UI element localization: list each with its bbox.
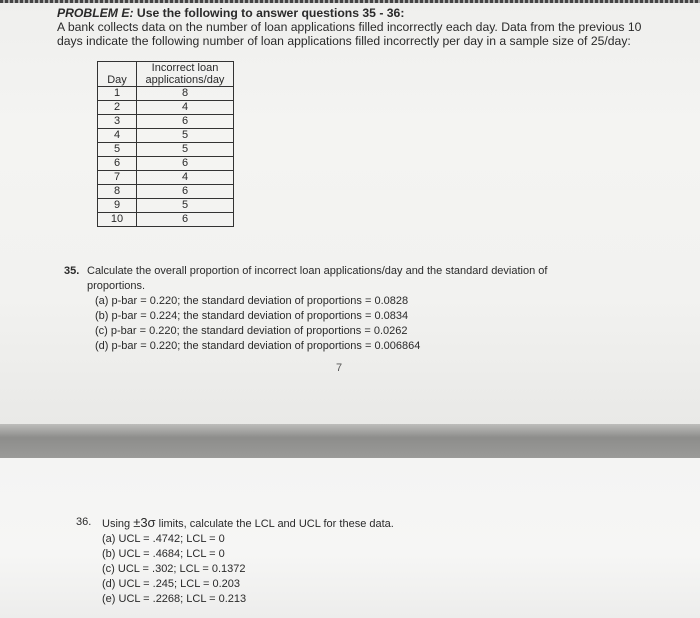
page-number: 7 (336, 362, 343, 374)
question-36-body (102, 515, 576, 607)
question-35-text-line2: proportions. (87, 280, 146, 292)
answer-option-c: (c) UCL = .302; LCL = 0.1372 (102, 563, 246, 575)
table-row (98, 129, 234, 143)
cell-value: 4 (137, 171, 234, 185)
problem-header (57, 6, 657, 48)
question-36-text-before: Using (102, 518, 134, 530)
question-36-text (102, 515, 576, 532)
problem-title (57, 6, 657, 20)
problem-line-2: days indicate the following number of loan applications filled incorrectly per day in a sample size of 25/day: (57, 34, 631, 48)
question-36-number: 36. (76, 516, 92, 528)
cell-day: 1 (98, 87, 137, 101)
cell-value: 5 (137, 143, 234, 157)
table-row (98, 143, 234, 157)
cell-day: 7 (98, 171, 137, 185)
cell-day: 9 (98, 199, 137, 213)
question-35-text-line1: Calculate the overall proportion of incorrect loan applications/day and the standard deviation of (87, 265, 548, 277)
cell-day: 10 (98, 213, 137, 227)
cell-day: 6 (98, 157, 137, 171)
cell-day: 8 (98, 185, 137, 199)
data-table (97, 61, 234, 227)
table-row (98, 199, 234, 213)
answer-option-b: (b) p-bar = 0.224; the standard deviation of proportions = 0.0834 (95, 310, 409, 322)
answer-option-e: (e) UCL = .2268; LCL = 0.213 (102, 593, 247, 605)
cell-value: 6 (137, 213, 234, 227)
problem-line-1: A bank collects data on the number of loan applications filled incorrectly each day. Data from the previous 10 (57, 20, 642, 34)
cell-value: 6 (137, 185, 234, 199)
cell-value: 6 (137, 157, 234, 171)
cell-day: 2 (98, 101, 137, 115)
cell-value: 6 (137, 115, 234, 129)
header-incorrect-line1: Incorrect loan (151, 62, 219, 74)
cell-day: 5 (98, 143, 137, 157)
answer-option-a: (a) p-bar = 0.220; the standard deviation of proportions = 0.0828 (95, 295, 409, 307)
table-row (98, 157, 234, 171)
answer-option-d: (d) p-bar = 0.220; the standard deviation of proportions = 0.006864 (95, 340, 421, 352)
page-divider (0, 424, 700, 458)
table-row (98, 185, 234, 199)
answer-option-c: (c) p-bar = 0.220; the standard deviation of proportions = 0.0262 (95, 325, 408, 337)
table-row (98, 115, 234, 129)
plus-minus-three-sigma: ±3σ (133, 515, 156, 530)
table-header-row (98, 62, 234, 87)
cell-day: 3 (98, 115, 137, 129)
table-row (98, 213, 234, 227)
table-row (98, 87, 234, 101)
question-35-number: 35. (64, 265, 80, 277)
header-incorrect-line2: applications/day (145, 74, 225, 86)
question-36 (76, 515, 576, 607)
cell-value: 5 (137, 129, 234, 143)
answer-option-a: (a) UCL = .4742; LCL = 0 (102, 533, 225, 545)
question-35 (64, 264, 604, 354)
answer-option-b: (b) UCL = .4684; LCL = 0 (102, 548, 225, 560)
problem-title-label: PROBLEM E: (57, 6, 134, 20)
answer-option-d: (d) UCL = .245; LCL = 0.203 (102, 578, 240, 590)
cell-value: 5 (137, 199, 234, 213)
header-incorrect (137, 62, 234, 87)
table-row (98, 171, 234, 185)
header-day: Day (98, 62, 137, 87)
cell-value: 8 (137, 87, 234, 101)
cell-value: 4 (137, 101, 234, 115)
cell-day: 4 (98, 129, 137, 143)
question-35-body (87, 264, 604, 354)
question-36-text-after: limits, calculate the LCL and UCL for these data. (155, 518, 394, 530)
table-row (98, 101, 234, 115)
problem-title-text: Use the following to answer questions 35 - 36: (133, 6, 405, 20)
